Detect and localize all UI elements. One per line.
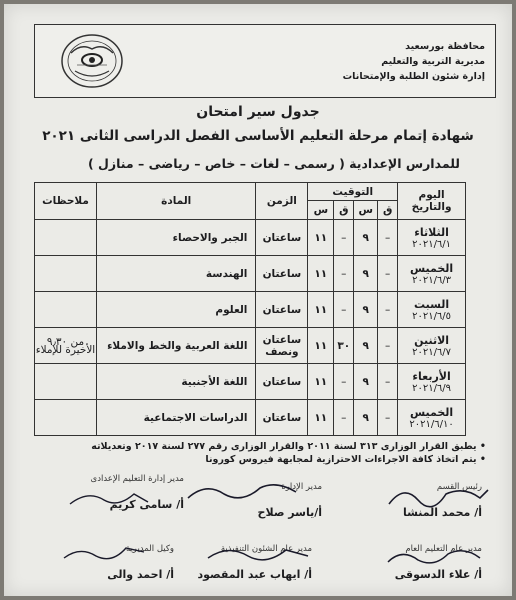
signature-block: مدير إدارة التعليم الإعدادى أ/ سامى كريم — [90, 474, 184, 511]
to-hour-cell: ١١ — [308, 292, 334, 328]
table-row — [35, 400, 466, 436]
letterhead-box — [34, 24, 496, 98]
header-duration: الزمن — [256, 183, 308, 220]
regulation-notes — [91, 440, 486, 466]
table-row — [35, 292, 466, 328]
to-hour-cell: ١١ — [308, 400, 334, 436]
to-minute-cell: – — [334, 400, 354, 436]
duration-cell: ساعتان — [256, 256, 308, 292]
signature-block: رئيس القسم أ/ محمد المنشا — [402, 482, 482, 519]
eagle-emblem-icon — [57, 31, 127, 91]
to-minute-cell: ٣٠ — [334, 328, 354, 364]
schools-line: للمدارس الإعدادية ( رسمى – لغات – خاص – رياضى – منازل ) — [87, 156, 460, 171]
notes-cell — [35, 256, 97, 292]
signature-block: وكيل المديرية أ/ احمد والى — [107, 544, 174, 581]
duration-cell: ساعتان — [256, 364, 308, 400]
table-row — [35, 220, 466, 256]
to-hour-cell: ١١ — [308, 220, 334, 256]
directorate-text: مديرية التربية والتعليم — [381, 56, 485, 67]
day-cell: الخميس ٢٠٢١/٦/١٠ — [398, 400, 466, 436]
handwritten-signature-icon — [184, 478, 304, 508]
schedule-table — [34, 182, 466, 436]
department-text: إدارة شئون الطلبة والإمتحانات — [342, 71, 485, 82]
from-minute-cell: – — [378, 364, 398, 400]
signature-block: مدير عام الشئون التنفيذية أ/ ايهاب عبد المقصود — [197, 544, 312, 581]
duration-cell: ساعتان ونصف — [256, 328, 308, 364]
day-cell: الثلاثاء ٢٠٢١/٦/١ — [398, 220, 466, 256]
header-from-hour: س — [354, 201, 378, 220]
regulation-note: • يتم اتخاذ كافة الاجراءات الاحترازية لمجابهة فيروس كورونا — [205, 454, 486, 465]
to-hour-cell: ١١ — [308, 364, 334, 400]
notes-cell: من ٩٫٣٠ الأخيرة للإملاء — [35, 328, 97, 364]
table-row — [35, 328, 466, 364]
to-minute-cell: – — [334, 220, 354, 256]
handwritten-signature-icon — [204, 542, 314, 568]
subject-cell: الجبر والاحصاء — [96, 220, 255, 256]
header-notes: ملاحظات — [35, 183, 97, 220]
header-from-minute: ق — [378, 201, 398, 220]
duration-cell: ساعتان — [256, 292, 308, 328]
to-hour-cell: ١١ — [308, 328, 334, 364]
subject-cell: اللغة العربية والخط والاملاء — [96, 328, 255, 364]
governorate-text: محافظة بورسعيد — [405, 41, 485, 52]
regulation-note: • يطبق القرار الوزارى ٣١٣ لسنة ٢٠١١ والقرار الوزارى رقم ٢٧٧ لسنة ٢٠١٧ وتعديلاته — [91, 441, 486, 452]
subject-cell: العلوم — [96, 292, 255, 328]
day-cell: الخميس ٢٠٢١/٦/٣ — [398, 256, 466, 292]
notes-cell — [35, 220, 97, 256]
handwritten-signature-icon — [384, 544, 484, 570]
from-hour-cell: ٩ — [354, 364, 378, 400]
from-hour-cell: ٩ — [354, 256, 378, 292]
from-minute-cell: – — [378, 220, 398, 256]
department-lines — [343, 39, 485, 84]
to-minute-cell: – — [334, 292, 354, 328]
duration-cell: ساعتان — [256, 400, 308, 436]
to-hour-cell: ١١ — [308, 256, 334, 292]
day-cell: الأربعاء ٢٠٢١/٦/٩ — [398, 364, 466, 400]
notes-cell — [35, 400, 97, 436]
from-minute-cell: – — [378, 292, 398, 328]
duration-cell: ساعتان — [256, 220, 308, 256]
document-subtitle: شهادة إتمام مرحلة التعليم الأساسى الفصل الدراسى الثانى ٢٠٢١ — [42, 128, 474, 144]
header-subject: المادة — [96, 183, 255, 220]
from-minute-cell: – — [378, 256, 398, 292]
from-minute-cell: – — [378, 328, 398, 364]
from-hour-cell: ٩ — [354, 400, 378, 436]
from-hour-cell: ٩ — [354, 328, 378, 364]
header-day-date: اليوم والتاريخ — [398, 183, 466, 220]
handwritten-signature-icon — [64, 486, 154, 512]
from-hour-cell: ٩ — [354, 220, 378, 256]
day-cell: الاثنين ٢٠٢١/٦/٧ — [398, 328, 466, 364]
header-timing: التوقيت — [308, 183, 398, 201]
exam-schedule-document — [4, 4, 512, 596]
header-to-hour: س — [308, 201, 334, 220]
day-cell: السبت ٢٠٢١/٦/٥ — [398, 292, 466, 328]
handwritten-signature-icon — [384, 482, 494, 512]
signature-block: مدير الإدارة أ/ياسر صلاح — [257, 482, 322, 519]
notes-cell — [35, 292, 97, 328]
from-hour-cell: ٩ — [354, 292, 378, 328]
document-title: جدول سير امتحان — [196, 104, 320, 120]
notes-cell — [35, 364, 97, 400]
from-minute-cell: – — [378, 400, 398, 436]
signature-block: مدير عام التعليم العام أ/ علاء الدسوقى — [394, 544, 482, 581]
table-row — [35, 256, 466, 292]
to-minute-cell: – — [334, 364, 354, 400]
table-row — [35, 364, 466, 400]
subject-cell: الدراسات الاجتماعية — [96, 400, 255, 436]
handwritten-signature-icon — [60, 540, 150, 566]
subject-cell: اللغة الأجنبية — [96, 364, 255, 400]
subject-cell: الهندسة — [96, 256, 255, 292]
to-minute-cell: – — [334, 256, 354, 292]
header-to-minute: ق — [334, 201, 354, 220]
